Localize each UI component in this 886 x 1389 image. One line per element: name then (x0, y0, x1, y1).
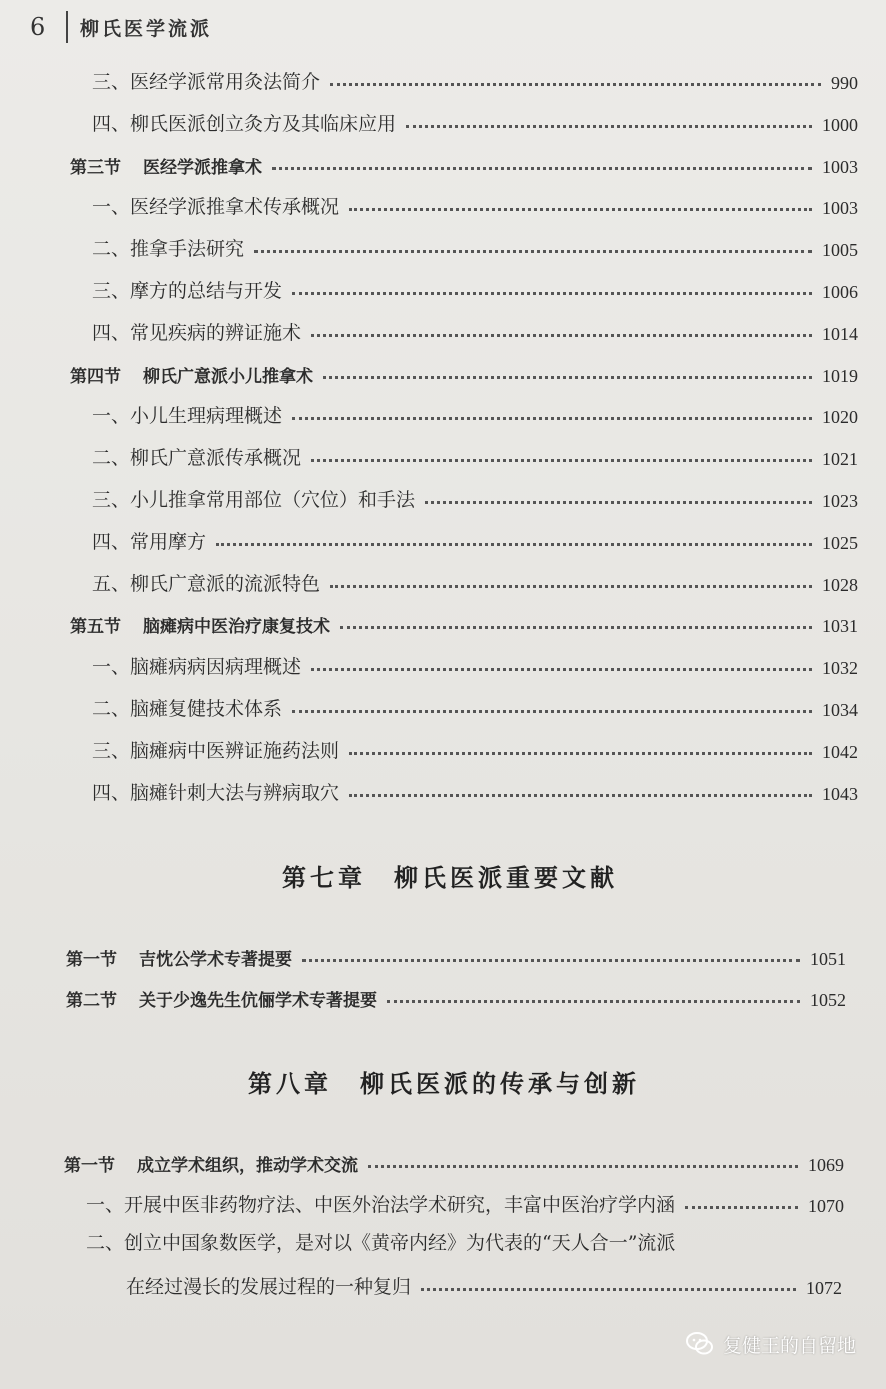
toc-entry-title: 四、脑瘫针刺大法与辨病取穴 (92, 781, 340, 804)
toc-entry-title: 一、开展中医非药物疗法、中医外治法学术研究，丰富中医治疗学内涵 (86, 1194, 676, 1216)
section-number: 第二节 (66, 991, 117, 1011)
page-header (30, 10, 212, 44)
page-number: 6 (30, 13, 46, 41)
toc-page-number: 1031 (822, 616, 858, 637)
running-title: 柳氏医学流派 (80, 17, 213, 40)
dot-leader (292, 416, 812, 420)
toc-row[interactable] (92, 58, 858, 96)
toc-row[interactable] (92, 518, 858, 556)
dot-leader (292, 291, 812, 295)
toc-entry-title: 二、推拿手法研究 (92, 238, 245, 261)
toc-entry-title: 三、小儿推拿常用部位（穴位）和手法 (92, 489, 416, 511)
toc-row[interactable] (92, 183, 858, 221)
dot-leader (302, 958, 800, 962)
toc-page-number: 1003 (822, 198, 858, 219)
toc-entry-title: 五、柳氏广意派的流派特色 (92, 572, 321, 595)
toc-page-number: 1043 (822, 783, 858, 804)
toc-entry-title: 一、医经学派推拿术传承概况 (92, 196, 340, 219)
toc-entry-title: 成立学术组织，推动学术交流 (137, 1156, 358, 1176)
toc-entry-title: 二、柳氏广意派传承概况 (92, 447, 302, 470)
toc-page-number: 1069 (808, 1155, 844, 1175)
toc-page-number: 1014 (822, 323, 858, 344)
toc-row[interactable] (92, 685, 858, 723)
toc-row[interactable] (86, 1181, 844, 1219)
toc-row[interactable] (92, 100, 858, 138)
wechat-icon (685, 1329, 715, 1359)
toc-row[interactable] (92, 225, 858, 263)
toc-entry-title: 脑瘫病中医治疗康复技术 (143, 617, 330, 638)
toc-entry-title: 医经学派推拿术 (143, 157, 262, 178)
toc-row[interactable] (92, 769, 858, 807)
dot-leader (387, 999, 800, 1003)
toc-entry-title: 四、柳氏医派创立灸方及其临床应用 (92, 112, 397, 135)
toc-page-number: 1019 (822, 365, 858, 386)
toc-entry-title: 二、脑瘫复健技术体系 (92, 698, 283, 720)
dot-leader (311, 333, 812, 337)
toc-entry-title: 一、脑瘫病病因病理概述 (92, 656, 302, 679)
toc-page-number: 1020 (822, 407, 858, 428)
section-number: 第四节 (70, 366, 121, 387)
dot-leader (421, 1287, 796, 1291)
toc-page-number: 1028 (822, 574, 858, 595)
dot-leader (323, 375, 812, 379)
chapter-7-title: 第七章 柳氏医派重要文献 (282, 863, 618, 892)
toc-row[interactable] (92, 476, 858, 514)
toc-entry-title: 四、常用摩方 (92, 530, 207, 553)
toc-row[interactable] (64, 1140, 844, 1178)
toc-entry-title: 关于少逸先生伉俪学术专著提要 (139, 991, 377, 1011)
section-number: 第三节 (70, 157, 121, 178)
dot-leader (330, 82, 821, 86)
dot-leader (292, 709, 812, 713)
toc-row[interactable] (92, 309, 858, 347)
toc-row[interactable] (92, 727, 858, 765)
dot-leader (330, 584, 812, 588)
toc-page-number: 1023 (822, 491, 858, 511)
toc-row[interactable] (92, 392, 858, 430)
toc-entry-title: 三、医经学派常用灸法简介 (92, 71, 321, 93)
dot-leader (311, 667, 812, 671)
toc-page-number: 1052 (810, 990, 846, 1010)
section-number: 第五节 (70, 617, 121, 638)
toc-page-number: 1006 (822, 282, 858, 302)
toc-entry-title-line2: 在经过漫长的发展过程的一种复归 (126, 1276, 412, 1298)
toc-page-number: 1021 (822, 449, 858, 470)
toc-page-number: 1034 (822, 700, 858, 720)
toc-entry-title: 三、脑瘫病中医辨证施药法则 (92, 739, 340, 762)
toc-entry-title: 三、摩方的总结与开发 (92, 280, 283, 302)
section-number: 第一节 (66, 950, 117, 970)
toc-row[interactable] (92, 434, 858, 472)
toc-entry-title-line1[interactable]: 二、创立中国象数医学，是对以《黄帝内经》为代表的“天人合一”流派 (86, 1232, 676, 1254)
chapter-8-title: 第八章 柳氏医派的传承与创新 (248, 1069, 640, 1098)
toc-entry-title: 吉忱公学术专著提要 (139, 950, 292, 970)
toc-row[interactable] (66, 934, 846, 972)
toc-row[interactable] (126, 1263, 842, 1301)
dot-leader (349, 207, 812, 211)
toc-row[interactable] (70, 351, 858, 389)
toc-page-number: 1042 (822, 741, 858, 762)
dot-leader (685, 1205, 798, 1209)
dot-leader (406, 124, 812, 128)
dot-leader (349, 793, 812, 797)
toc-entry-title: 柳氏广意派小儿推拿术 (143, 366, 313, 387)
toc-entry-title: 一、小儿生理病理概述 (92, 405, 283, 428)
toc-page-number: 1000 (822, 114, 858, 135)
toc-page-number: 1005 (822, 240, 858, 261)
toc-page-number: 1072 (806, 1278, 842, 1298)
header-divider (66, 11, 68, 43)
toc-row[interactable] (70, 142, 858, 180)
toc-page-number: 1051 (810, 949, 846, 969)
toc-row[interactable] (66, 975, 846, 1013)
dot-leader (368, 1164, 798, 1168)
toc-row[interactable] (92, 560, 858, 598)
dot-leader (425, 500, 812, 504)
toc-page-number: 1025 (822, 532, 858, 553)
toc-page-number: 990 (831, 73, 858, 93)
dot-leader (311, 458, 812, 462)
dot-leader (349, 751, 812, 755)
dot-leader (216, 542, 812, 546)
dot-leader (340, 625, 812, 629)
watermark-text: 复健王的自留地 (722, 1334, 856, 1357)
toc-page-number: 1032 (822, 658, 858, 679)
toc-entry-title: 四、常见疾病的辨证施术 (92, 321, 302, 344)
section-number: 第一节 (64, 1156, 115, 1176)
dot-leader (254, 249, 812, 253)
toc-row[interactable] (92, 643, 858, 681)
toc-page-number: 1070 (808, 1196, 844, 1216)
watermark (685, 1329, 856, 1359)
toc-page-number: 1003 (822, 156, 858, 177)
toc-row[interactable] (70, 601, 858, 639)
dot-leader (272, 166, 812, 170)
toc-row[interactable] (92, 267, 858, 305)
